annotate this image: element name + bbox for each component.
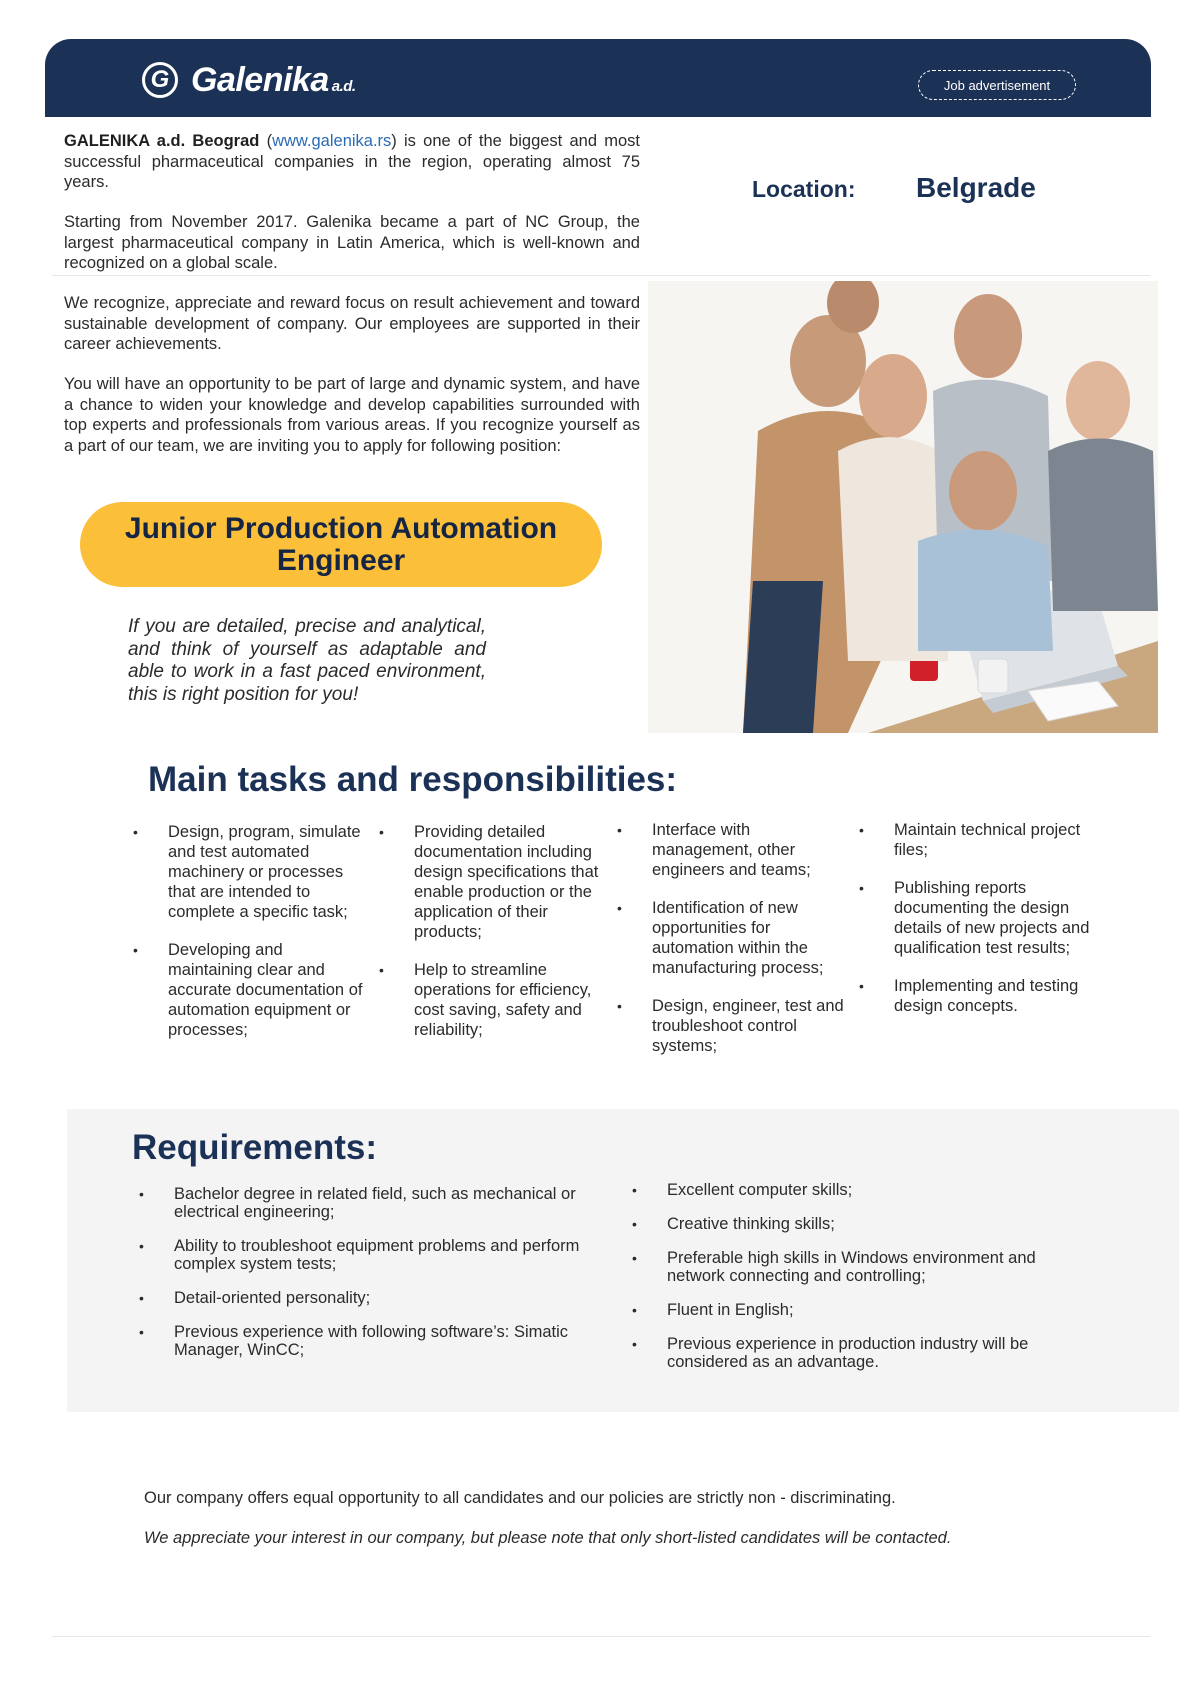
job-advertisement-badge: Job advertisement: [918, 70, 1076, 100]
bullet-dot-icon: •: [632, 1336, 637, 1352]
bullet-dot-icon: •: [379, 962, 384, 978]
list-item-text: Help to streamline operations for efficiency, cost saving, safety and reliability;: [414, 961, 592, 1039]
list-item: [632, 1301, 1087, 1319]
intro-paragraph-2: Starting from November 2017. Galenika became a part of NC Group, the largest pharmaceutical company in Latin America, which is well-known and recognized on a global scale.: [64, 213, 640, 272]
list-item-text: Providing detailed documentation including design specifications that enable production or the application of their products;: [414, 823, 599, 941]
list-item-text: Ability to troubleshoot equipment problems and perform complex system tests;: [174, 1237, 580, 1273]
bullet-dot-icon: •: [617, 998, 622, 1014]
bullet-dot-icon: •: [617, 822, 622, 838]
bullet-dot-icon: •: [632, 1216, 637, 1232]
team-photo-illustration: [648, 281, 1158, 733]
intro-paragraph-3: We recognize, appreciate and reward focus on result achievement and toward sustainable development of company. Our employees are supported in their career achievements.: [64, 294, 640, 353]
bullet-dot-icon: •: [133, 942, 138, 958]
list-item: [133, 822, 368, 922]
intro-paragraph-1: [64, 131, 640, 193]
position-title-line-1: Junior Production Automation: [124, 511, 558, 545]
list-item: [379, 822, 614, 942]
company-logo-text: [191, 61, 356, 100]
bullet-dot-icon: •: [632, 1250, 637, 1266]
company-name: GALENIKA a.d. Beograd: [64, 132, 260, 150]
bullet-dot-icon: •: [139, 1324, 144, 1340]
position-title-pill: [80, 502, 602, 587]
list-item: [632, 1249, 1087, 1285]
list-item-text: Fluent in English;: [667, 1301, 794, 1319]
location-value: Belgrade: [916, 172, 1036, 203]
requirements-right-list: [632, 1181, 1087, 1387]
tasks-section-title: Main tasks and responsibilities:: [148, 760, 678, 799]
equal-opportunity-statement: Our company offers equal opportunity to all candidates and our policies are strictly non - discriminating.: [144, 1489, 896, 1507]
p1-rest: ) is one of the biggest and most successful pharmaceutical companies in the region, operating almost 75 years.: [64, 132, 640, 191]
list-item-text: Design, program, simulate and test automated machinery or processes that are intended to complete a specific task;: [168, 823, 361, 921]
position-tagline: If you are detailed, precise and analytical, and think of yourself as adaptable and able to work in a fast paced environment, this is right position for you!: [128, 616, 486, 705]
list-item-text: Creative thinking skills;: [667, 1215, 835, 1233]
list-item: [139, 1185, 594, 1221]
bullet-dot-icon: •: [139, 1186, 144, 1202]
list-item-text: Previous experience with following software’s: Simatic Manager, WinCC;: [174, 1323, 569, 1359]
list-item-text: Preferable high skills in Windows environment and network connecting and controlling;: [667, 1249, 1036, 1285]
list-item-text: Design, engineer, test and troubleshoot control systems;: [652, 997, 844, 1055]
location-label: Location:: [752, 176, 856, 202]
list-item-text: Detail-oriented personality;: [174, 1289, 371, 1307]
list-item: [859, 878, 1104, 958]
list-item-text: Implementing and testing design concepts.: [894, 977, 1079, 1015]
contact-note: We appreciate your interest in our company, but please note that only short-listed candidates will be contacted.: [144, 1529, 952, 1547]
list-item: [859, 820, 1104, 860]
list-item-text: Maintain technical project files;: [894, 821, 1081, 859]
list-item: [617, 996, 846, 1056]
bullet-dot-icon: •: [139, 1238, 144, 1254]
p1-open: (: [259, 132, 273, 150]
list-item-text: Previous experience in production industry will be considered as an advantage.: [667, 1335, 1029, 1371]
bullet-dot-icon: •: [139, 1290, 144, 1306]
list-item: [617, 898, 846, 978]
tasks-column-1: [133, 822, 368, 1058]
bullet-dot-icon: •: [379, 824, 384, 840]
logo-name: Galenika: [191, 61, 329, 99]
requirements-section-title: Requirements:: [132, 1128, 378, 1167]
company-website-link[interactable]: www.galenika.rs: [272, 132, 392, 150]
list-item-text: Developing and maintaining clear and accurate documentation of automation equipment or processes;: [168, 941, 363, 1039]
list-item-text: Excellent computer skills;: [667, 1181, 853, 1199]
position-title: [125, 513, 557, 577]
bullet-dot-icon: •: [859, 978, 864, 994]
bullet-dot-icon: •: [859, 880, 864, 896]
team-photo: [648, 281, 1158, 733]
intro-paragraph-4: You will have an opportunity to be part of large and dynamic system, and have a chance to widen your knowledge and develop capabilities surrounded with top experts and professionals from various areas. If you recognize yourself as a part of our team, we are inviting you to apply for following position:: [64, 375, 640, 455]
bullet-dot-icon: •: [617, 900, 622, 916]
list-item: [139, 1237, 594, 1273]
list-item-text: Interface with management, other engineers and teams;: [652, 821, 811, 879]
bullet-dot-icon: •: [859, 822, 864, 838]
list-item: [617, 820, 846, 880]
tasks-column-4: [859, 820, 1104, 1034]
tasks-column-2: [379, 822, 614, 1058]
tasks-column-3: [617, 820, 846, 1074]
list-item-text: Bachelor degree in related field, such as mechanical or electrical engineering;: [174, 1185, 576, 1221]
requirements-left-list: [139, 1185, 594, 1375]
list-item: [133, 940, 368, 1040]
logo-suffix: a.d.: [331, 78, 356, 95]
list-item: [632, 1181, 1087, 1199]
list-item: [632, 1215, 1087, 1233]
bullet-dot-icon: •: [632, 1302, 637, 1318]
position-title-line-2: Engineer: [276, 543, 406, 577]
list-item: [632, 1335, 1087, 1371]
list-item-text: Identification of new opportunities for automation within the manufacturing process;: [652, 899, 824, 977]
list-item-text: Publishing reports documenting the design details of new projects and qualification test results;: [894, 879, 1090, 957]
footer-divider: [52, 1636, 1150, 1637]
list-item: [859, 976, 1104, 1016]
list-item: [379, 960, 614, 1040]
galenika-logo-icon: G: [142, 62, 178, 98]
list-item: [139, 1289, 594, 1307]
header-bar: [45, 39, 1151, 117]
list-item: [139, 1323, 594, 1359]
section-divider: [52, 275, 1150, 276]
bullet-dot-icon: •: [133, 824, 138, 840]
bullet-dot-icon: •: [632, 1182, 637, 1198]
